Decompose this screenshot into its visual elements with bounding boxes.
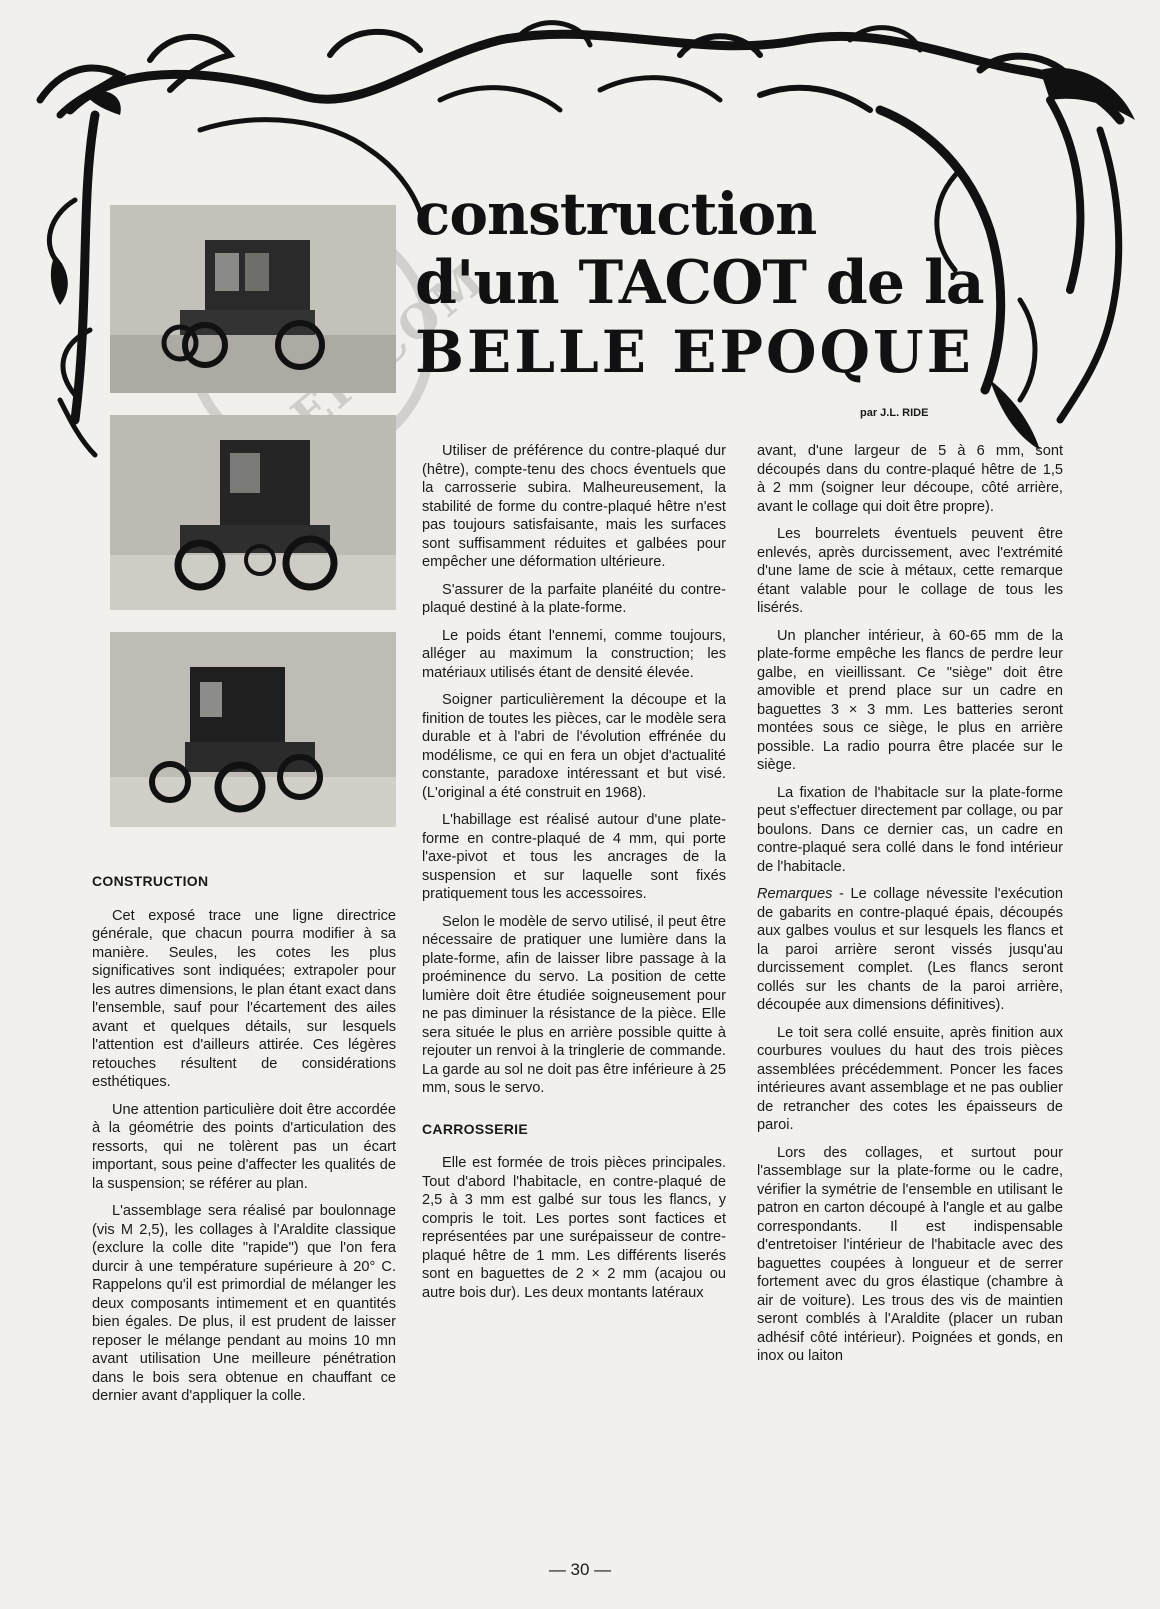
column-1	[92, 872, 396, 1415]
byline: par J.L. RIDE	[860, 407, 929, 419]
title-line-2: d'un TACOT de la	[415, 248, 984, 318]
paragraph: Selon le modèle de servo utilisé, il peut être nécessaire de pratiquer une lumière dans la plate-forme, afin de laisser libre passage à la proéminence du servo. La position de cette lumière doit être étudiée soigneusement pour ne pas diminuer la résistance de la pièce. Elle sera située le plus en arrière possible quitte à rejouter un renvoi à la tringlerie de commande. La garde au sol ne doit pas être inférieure à 25 mm, sous le servo.	[422, 913, 726, 1096]
vintage-car-image	[110, 632, 396, 827]
section-heading-carrosserie: CARROSSERIE	[422, 1120, 528, 1137]
paragraph: avant, d'une largeur de 5 à 6 mm, sont découpés dans du contre-plaqué hêtre de 1,5 à 2 mm (soigner leur découpe, côté arrière, avant le collage qui doit être propre).	[757, 443, 1063, 515]
article-title	[415, 180, 984, 386]
paragraph: S'assurer de la parfaite planéité du contre-plaqué destiné à la plate-forme.	[422, 581, 726, 616]
paragraph: Elle est formée de trois pièces principales. Tout d'abord l'habitacle, en contre-plaqué de 2,5 à 3 mm est galbé sur tous les flancs, y compris le toit. Les portes sont factices et représentées par une surépaisseur de contre-plaqué hêtre de 1 mm. Les différents liserés sont en baguettes de 2 × 2 mm (acajou ou autre bois dur). Les deux montants latéraux	[422, 1155, 726, 1301]
paragraph: Une attention particulière doit être accordée à la géométrie des points d'articulation des ressorts, qui ne tolèrent pas un écart important, sous peine d'affecter les qualités de la suspension; se référer au plan.	[92, 1101, 396, 1192]
title-line-1: construction	[415, 180, 817, 248]
paragraph: Les bourrelets éventuels peuvent être enlevés, après durcissement, avec l'extrémité d'une lame de scie à métaux, cette remarque étant valable pour le collage de tous les lisérés.	[757, 526, 1063, 616]
paragraph: Un plancher intérieur, à 60-65 mm de la plate-forme empêche les flancs de perdre leur galbe, en vieillissant. Ce "siège" doit être amovible et prend place sur un cadre en baguettes 3 × 3 mm. Les batteries seront montées sous ce siège, le plus en arrière possible. La radio pourra être placée sur le siège.	[757, 627, 1063, 773]
paragraph: Le toit sera collé ensuite, après finition aux courbures voulues du haut des trois pièces assemblées précédemment. Poncer les faces intérieures avant assemblage et ne pas oublier de retrancher des cotes les épaisseurs de paroi.	[757, 1024, 1063, 1133]
car-photo-1	[110, 205, 396, 393]
paragraph-remarks	[757, 885, 1063, 1015]
paragraph: Le poids étant l'ennemi, comme toujours, alléger au maximum la construction; les matériaux utilisés étant de densité élevée.	[422, 627, 726, 681]
remarks-label: Remarques	[757, 886, 833, 902]
title-line-3: BELLE EPOQUE	[415, 318, 974, 386]
column-2	[422, 442, 726, 1311]
paragraph: La fixation de l'habitacle sur la plate-forme peut s'effectuer directement par collage, ou par boulons. Dans ce dernier cas, un cadre en contre-plaqué sera collé dans le fond intérieur de l'habitacle.	[757, 784, 1063, 875]
remarks-text: - Le collage névessite l'exécution de gabarits en contre-plaqué épais, découpés aux galbes voulus et sur lesquels les flancs et la paroi arrière seront vissés jusqu'au durcissement complet. (Les flancs seront collés sur les chants de la paroi arrière, découpée aux dimensions définitives).	[757, 886, 1063, 1013]
paragraph: L'habillage est réalisé autour d'une plate-forme en contre-plaqué de 4 mm, qui porte l'axe-pivot et tous les ancrages de la suspension et sur laquelle sont fixés pratiquement tous les accessoires.	[422, 812, 726, 902]
car-photo-3	[110, 632, 396, 827]
paragraph: Lors des collages, et surtout pour l'assemblage sur la plate-forme ou le cadre, vérifier la symétrie de l'ensemble en utilisant le patron en carton découpé à l'angle et au galbe correspondants. Il est indispensable d'entretoiser l'intérieur de l'habitacle avec des baguettes coupées à longueur et de serrer fortement avec du gros élastique (chambre à air de voiture). Les trous des vis de maintien seront comblés à l'Araldite (placer un ruban adhésif côté intérieur). Poignées et gonds, en inox ou laiton	[757, 1144, 1063, 1364]
paragraph: Soigner particulièrement la découpe et la finition de toutes les pièces, car le modèle sera durable et à l'abri de l'évolution effrénée du modélisme, ce qui en fera un objet d'actualité constante, paradoxe intéressant et but visé. (L'original a été construit en 1968).	[422, 692, 726, 801]
section-heading-construction: CONSTRUCTION	[92, 873, 209, 889]
column-3	[757, 442, 1063, 1375]
vintage-car-image	[110, 415, 396, 610]
paragraph: L'assemblage sera réalisé par boulonnage (vis M 2,5), les collages à l'Araldite classique (exclure la colle dite "rapide") que l'on fera durcir à une température supérieure à 20° C. Rappelons qu'il est primordial de mélanger les deux composants intimement et en quantités bien égales. De plus, il est prudent de laisser reposer le mélange pendant au moins 10 mn avant utilisation Une meilleure pénétration dans le bois sera obtenue en chauffant ce dernier avant d'appliquer la colle.	[92, 1203, 396, 1404]
car-photo-2	[110, 415, 396, 610]
paragraph: Cet exposé trace une ligne directrice générale, que chacun pourra modifier à sa manière. Seules, les cotes les plus significatives sont indiquées; extrapoler pour les autres dimensions, le plan étant exact dans l'ensemble, sauf pour l'écartement des ailes avant et quelques détails, sur lesquels l'attention est d'ailleurs attirée. Ces légères retouches résultent de considérations esthétiques.	[92, 907, 396, 1090]
vintage-car-image	[110, 205, 396, 393]
page-number: — 30 —	[548, 1560, 612, 1579]
paragraph: Utiliser de préférence du contre-plaqué dur (hêtre), compte-tenu des chocs éventuels que la carrosserie subira. Malheureusement, la stabilité de forme du contre-plaqué hêtre n'est pas toujours satisfaisante, mais les surfaces sont suffisamment réduites et galbées pour empêcher une déformation ultérieure.	[422, 443, 726, 570]
